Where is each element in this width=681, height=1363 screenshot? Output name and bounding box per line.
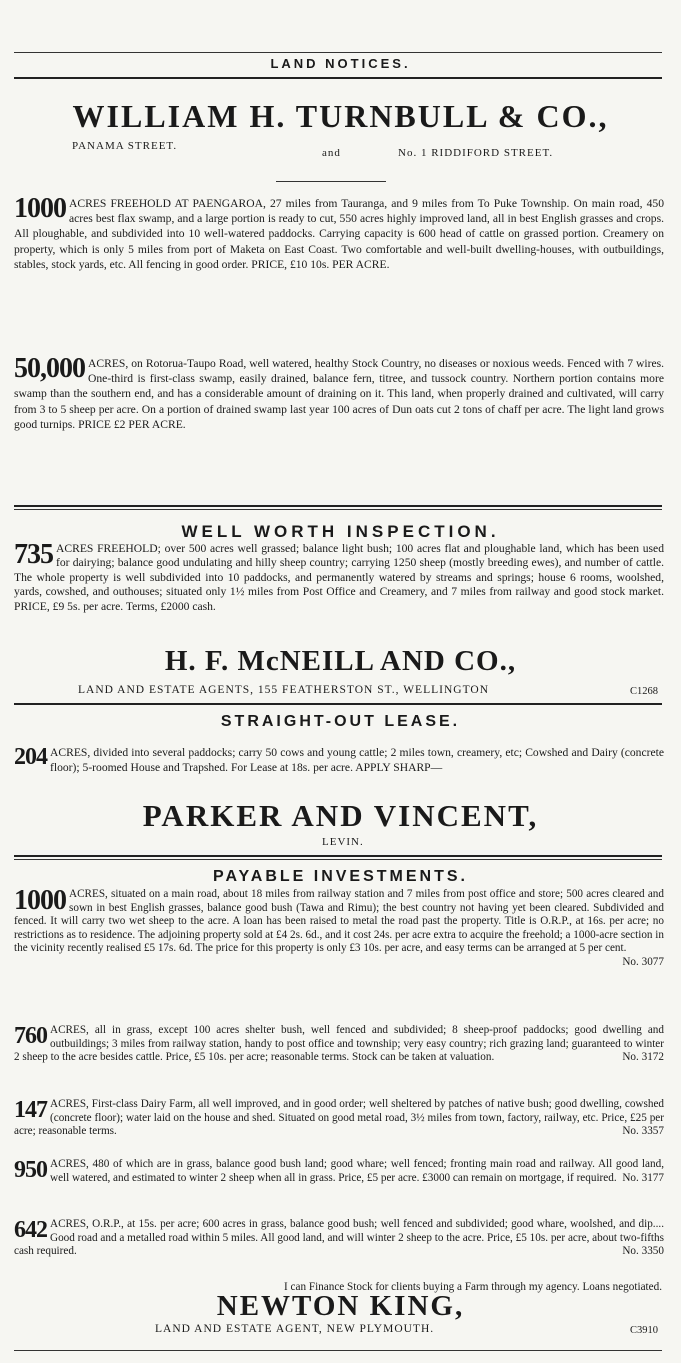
bottom-rule: [14, 1350, 662, 1351]
section-rule: [14, 855, 662, 857]
section-rule-thin: [14, 509, 662, 510]
ad-king-1000: [14, 885, 665, 970]
king-code: C3910: [630, 1325, 659, 1336]
section-rule: [14, 703, 662, 705]
ad-text: ACRES, situated on a main road, about 18 miles from railway station and 7 miles from post office and store; 500 acres cleared and sown in best English grasses, balance good bush (Tawa and Rimu); the best country not having yet been cleared. Subdivided and fenced. It will carry two wet sheep to the acre. A loan has been raised to metal the road past the property. Title is O.R.P., at 16s. per acre; no restrictions as to residence. The adjoining property sold at £4 2s. 6d., and it cost 24s. per acre extra to acquire the freehold; a 1000-acre section in the vicinity recently realised £5 17s. 6d. The price for this property is only £3 10s. per acre, and easy terms can be arranged at 5 per cent.: [14, 888, 665, 955]
ad-code: No. 3350: [622, 1245, 664, 1258]
ad-number: 147: [14, 1097, 47, 1123]
ad-text: ACRES FREEHOLD AT PAENGAROA, 27 miles from Tauranga, and 9 miles from To Puke Township. On main road, 450 acres best flax swamp, and a large portion is ready to cut, 550 acres highly improved land, all in best English grasses and crops. All ploughable, and subdivided into 10 well-watered paddocks. Carrying capacity is 600 head of cattle on grassed portion. Creamery on property, which is only 5 miles from port of Maketa on East Coast. Two comfortable and well-built dwelling-houses, with outbuildings, stables, stock yards, etc. All fencing in good order. PRICE, £10 10s. PER ACRE.: [14, 197, 664, 271]
ad-text: ACRES, all in grass, except 100 acres shelter bush, well fenced and subdivided; 8 sheep-proof paddocks; good dwelling and outbuildings; 3 miles from railway station, handy to post office and township; very easy country; rich grazing land; guaranteed to winter 2 sheep to the acre besides cattle. Price, £5 10s. per acre; reasonable terms. Stock can be taken at valuation.: [14, 1024, 664, 1064]
ad-number: 1000: [14, 193, 66, 224]
turnbull-address-right: No. 1 RIDDIFORD STREET.: [398, 147, 554, 159]
mcneill-address: LAND AND ESTATE AGENTS, 155 FEATHERSTON ST., WELLINGTON: [78, 684, 490, 696]
king-name: NEWTON KING,: [216, 1290, 465, 1322]
mcneill-heading: WELL WORTH INSPECTION.: [181, 522, 500, 541]
mcneill-name: H. F. McNEILL AND CO.,: [164, 645, 517, 677]
ad-number: 1000: [14, 885, 66, 916]
ad-parker-204: [14, 745, 664, 775]
ad-code: No. 3357: [622, 1125, 664, 1138]
ad-paengaroa: [14, 193, 664, 272]
turnbull-address-and: and: [322, 147, 341, 159]
king-address: LAND AND ESTATE AGENT, NEW PLYMOUTH.: [155, 1323, 435, 1335]
ad-king-950: [14, 1158, 664, 1185]
king-finance-note: I can Finance Stock for clients buying a Farm through my agency. Loans negotiated.: [284, 1281, 662, 1293]
ad-code: No. 3177: [622, 1171, 664, 1184]
top-rule: [14, 52, 662, 53]
ad-text: ACRES, on Rotorua-Taupo Road, well watered, healthy Stock Country, no diseases or noxious weeds. Fenced with 7 wires. One-third is first-class swamp, easily drained, balance fern, titree, and tussock country. Northern portion contains more swamp than the southern end, and has a considerable amount of draining on it. This land, when properly drained and cultivated, will carry from 3 to 5 sheep per acre. On a portion of drained swamp last year 100 acres of Dun oats cut 2 tons of chaff per acre. The light land grows good turnips. PRICE £2 PER ACRE.: [14, 357, 664, 431]
ad-number: 50,000: [14, 353, 85, 384]
ad-number: 204: [14, 744, 47, 770]
ad-text: ACRES, First-class Dairy Farm, all well improved, and in good order; well sheltered by patches of native bush; good dwelling, cowshed (concrete floor); water laid on the house and shed. Situated on good metal road, 3½ miles from town, factory, railway, etc. Price, £25 per acre; reasonable terms.: [14, 1098, 664, 1138]
ad-number: 735: [14, 539, 53, 570]
ad-number: 760: [14, 1023, 47, 1049]
header-rule: [14, 77, 662, 79]
parker-heading: STRAIGHT-OUT LEASE.: [220, 713, 461, 730]
ad-king-642: [14, 1218, 664, 1259]
ad-text: ACRES, O.R.P., at 15s. per acre; 600 acres in grass, balance good bush; well fenced and subdivided; good whare, woolshed, and dip.... Good road and a metalled road within 5 miles. All good land, and will winter 2 sheep to the acre. Price, £5 10s. per acre, about two-fifths cash required.: [14, 1218, 664, 1258]
ad-king-147: [14, 1098, 664, 1139]
turnbull-divider: [276, 181, 386, 182]
parker-place: LEVIN.: [322, 836, 364, 848]
ad-text: ACRES, 480 of which are in grass, balance good bush land; good whare; well fenced; fronting main road and railway. All good land, well watered, and estimated to winter 2 sheep when all in grass. Price, £5 per acre. £3000 can remain on mortgage, if required.: [50, 1158, 664, 1184]
ad-code: No. 3077: [622, 955, 664, 968]
turnbull-address-left: PANAMA STREET.: [72, 140, 178, 152]
ad-mcneill-735: [14, 539, 664, 614]
ad-text: ACRES FREEHOLD; over 500 acres well grassed; balance light bush; 100 acres flat and ploughable land, which has been used for dairying; balance good undulating and hilly sheep country; carrying 1250 sheep (mostly breeding ewes), and number of cattle. The whole property is well subdivided into 10 paddocks, and permanently watered by streams and springs; house 6 rooms, woolshed, yards, cowshed, and outhouses; situated only 1½ miles from Post Office and Creamery, and 7 miles from railway and good stock market. PRICE, £9 5s. per acre. Terms, £2000 cash.: [14, 542, 664, 613]
ad-rotorua-taupo: [14, 353, 664, 432]
parker-name: PARKER AND VINCENT,: [142, 798, 539, 833]
mcneill-code: C1268: [630, 686, 659, 697]
turnbull-name: WILLIAM H. TURNBULL & CO.,: [72, 98, 609, 134]
ad-text: ACRES, divided into several paddocks; carry 50 cows and young cattle; 2 miles town, creamery, etc; Cowshed and Dairy (concrete floor); 5-roomed House and Trapshed. For Lease at 18s. per acre. APPLY SHARP—: [50, 746, 664, 775]
section-title: LAND NOTICES.: [270, 56, 411, 71]
section-rule: [14, 505, 662, 507]
king-heading: PAYABLE INVESTMENTS.: [212, 868, 468, 885]
section-rule-thin: [14, 859, 662, 860]
ad-number: 642: [14, 1217, 47, 1243]
ad-king-760: [14, 1024, 664, 1065]
ad-code: No. 3172: [622, 1051, 664, 1064]
ad-number: 950: [14, 1157, 47, 1183]
